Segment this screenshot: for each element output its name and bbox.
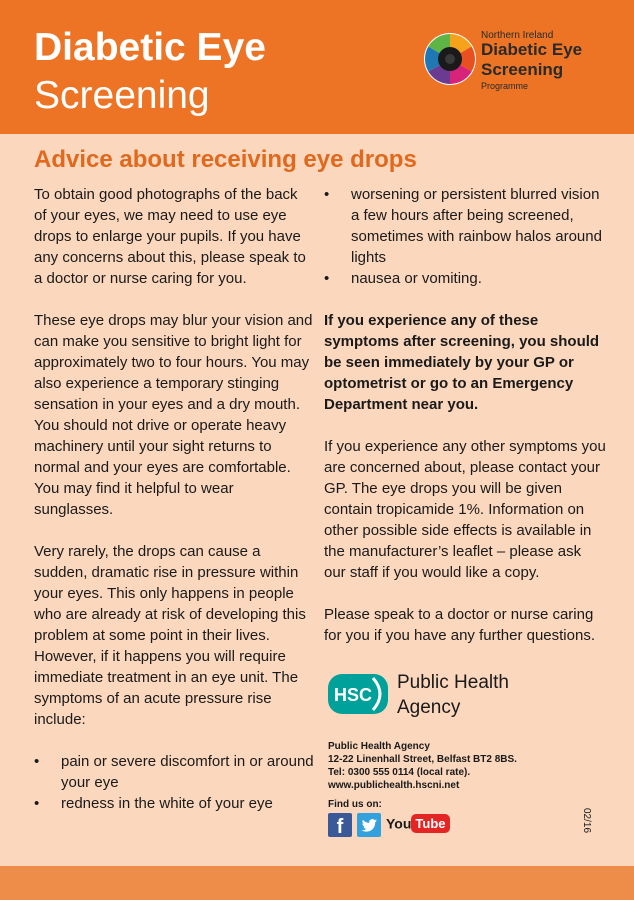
pressure-rise-paragraph: Very rarely, the drops can cause a sudden, dramatic rise in pressure within your eyes. This only happens in people who are already at risk of developing this problem at some point in their lives. However, if it happens you will require immediate treatment in an eye unit. The symptoms of an acute pressure rise include: xyxy=(34,543,306,728)
facebook-icon[interactable]: f xyxy=(328,813,352,837)
further-questions-paragraph: Please speak to a doctor or nurse caring for you if you have any further questions. xyxy=(324,606,595,644)
right-column xyxy=(324,184,606,667)
hsc-badge-icon xyxy=(327,672,391,716)
logo-region-text: Northern Ireland xyxy=(481,30,554,41)
logo-main-line2: Screening xyxy=(481,60,564,79)
left-column xyxy=(34,184,314,835)
page-title-line2: Screening xyxy=(34,74,210,117)
color-wheel-eye-icon xyxy=(423,32,477,86)
logo-main-line1: Diabetic Eye xyxy=(481,40,583,59)
symptom-list-left xyxy=(34,751,314,814)
list-item-text: pain or severe discomfort in or around your eye xyxy=(61,753,314,791)
find-us-label: Find us on: xyxy=(328,799,382,810)
intro-paragraph: To obtain good photographs of the back of your eyes, we may need to use eye drops to enlarge your pupils. If you have any concerns about this, please speak to a doctor or nurse caring for you. xyxy=(34,186,306,287)
page-title-line1: Diabetic Eye xyxy=(34,26,266,69)
other-symptoms-paragraph: If you experience any other symptoms you are concerned about, please contact your GP. The eye drops you will be given contain tropicamide 1%. Information on other possible side effects is available in the manufacturer’s leaflet – please ask our staff if you would like a copy. xyxy=(324,438,606,581)
twitter-bird-icon xyxy=(357,813,381,837)
contact-website-link[interactable]: www.publichealth.hscni.net xyxy=(328,780,460,791)
section-heading: Advice about receiving eye drops xyxy=(34,146,417,173)
bullet: • xyxy=(324,186,330,203)
list-item xyxy=(324,268,606,289)
bullet: • xyxy=(324,270,330,287)
header-band xyxy=(0,0,634,134)
list-item-text: nausea or vomiting. xyxy=(351,270,482,287)
agency-name-line1: Public Health xyxy=(397,672,509,693)
youtube-you-text: You xyxy=(386,815,412,832)
bullet: • xyxy=(34,753,40,770)
list-item-text: worsening or persistent blurred vision a few hours after being screened, sometimes with rainbow halos around lights xyxy=(351,186,602,266)
list-item xyxy=(324,184,606,268)
agency-logo xyxy=(327,670,597,730)
document-code: 02/16 xyxy=(581,808,592,834)
youtube-icon[interactable] xyxy=(386,814,450,836)
list-item-text: redness in the white of your eye xyxy=(61,795,273,812)
list-item xyxy=(34,793,314,814)
bullet: • xyxy=(34,795,40,812)
contact-address: 12-22 Linenhall Street, Belfast BT2 8BS. xyxy=(328,754,517,765)
contact-telephone: Tel: 0300 555 0114 (local rate). xyxy=(328,767,471,778)
footer-band xyxy=(0,866,634,900)
hsc-badge-text: HSC xyxy=(333,685,373,705)
youtube-tube-text: Tube xyxy=(411,814,449,833)
programme-logo xyxy=(423,30,623,94)
symptom-list-right xyxy=(324,184,606,289)
urgent-advice-paragraph: If you experience any of these symptoms after screening, you should be seen immediately by your GP or optometrist or go to an Emergency Department near you. xyxy=(324,312,600,413)
side-effects-paragraph: These eye drops may blur your vision and can make you sensitive to bright light for approximately two to four hours. You may also experience a temporary stinging sensation in your eyes and a dry mouth. You should not drive or operate heavy machinery until your sight returns to normal and your eyes are comfortable. You may find it helpful to wear sunglasses. xyxy=(34,312,313,518)
twitter-icon[interactable] xyxy=(357,813,381,837)
contact-name: Public Health Agency xyxy=(328,741,430,752)
contact-details xyxy=(328,740,517,792)
list-item xyxy=(34,751,314,793)
logo-programme-text: Programme xyxy=(481,81,529,91)
agency-name-line2: Agency xyxy=(397,697,461,718)
